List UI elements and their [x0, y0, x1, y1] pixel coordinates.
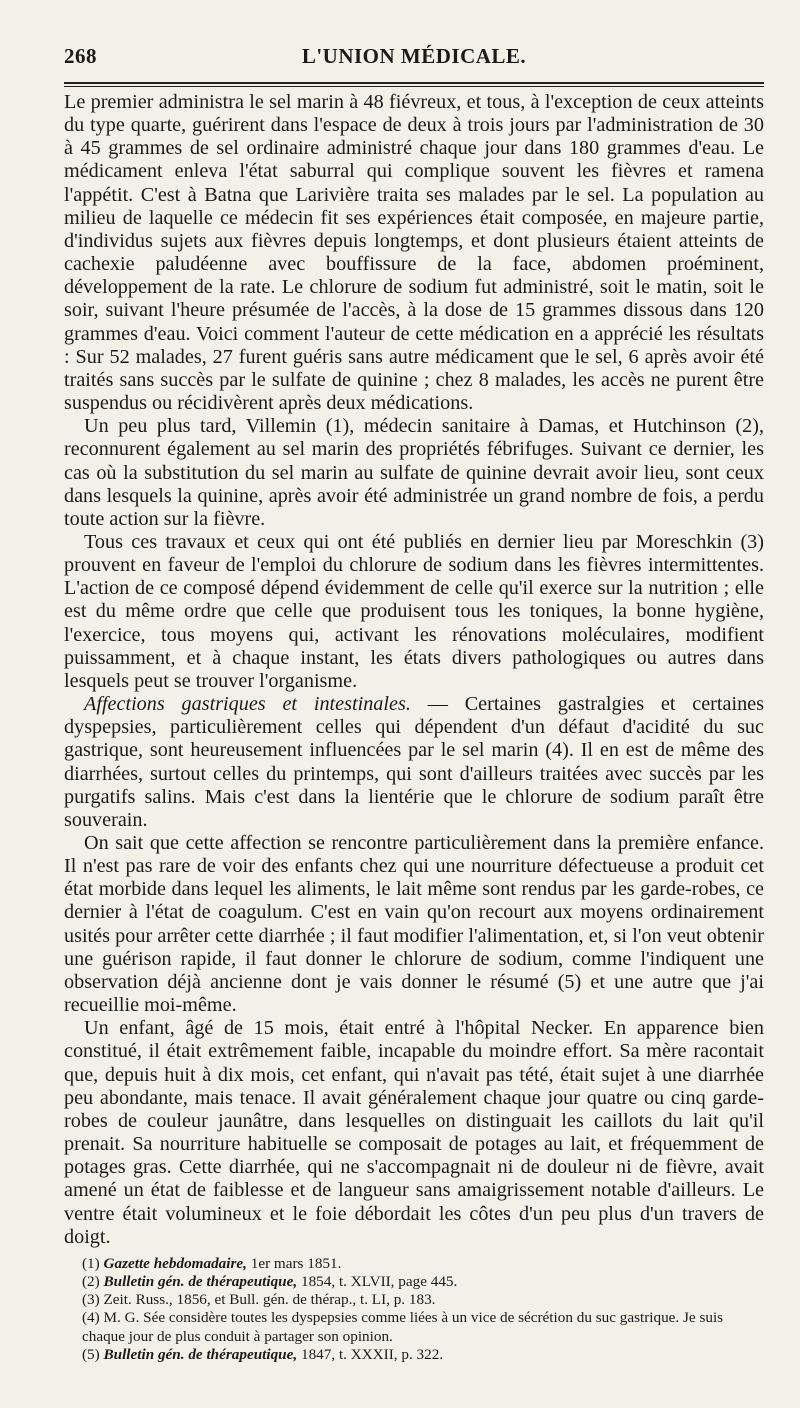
page-number: 268	[64, 44, 97, 68]
footnote-source: Bulletin gén. de thérapeutique,	[103, 1345, 298, 1363]
footnote-marker: (2)	[82, 1273, 100, 1291]
journal-title: L'UNION MÉDICALE.	[301, 44, 527, 68]
footnote-marker: (4)	[82, 1309, 100, 1327]
footnotes	[64, 1255, 764, 1364]
footnote	[64, 1291, 764, 1309]
footnote	[64, 1309, 764, 1345]
paragraph: Un enfant, âgé de 15 mois, était entré à l'hôpital Necker. En apparence bien constitué, il était extrêmement faible, incapable du moindre effort. Sa mère racontait que, depuis huit à dix mois, cet enfant, qui n'avait pas tété, était sujet à une diarrhée peu abondante, mais tenace. Il avait généralement chaque jour quatre ou cinq garde-robes de couleur jaunâtre, dans lesquelles on distinguait les caillots du lait qu'il prenait. Sa nourriture habituelle se composait de potages au lait, et fréquemment de potages gras. Cette diarrhée, qui ne s'accompagnait ni de douleur ni de fièvre, avait amené un état de faiblesse et de langueur sans amaigrissement notable d'ailleurs. Le ventre était volumineux et le foie débordait les côtes d'un peu plus d'un travers de doigt.	[64, 1017, 764, 1248]
running-header	[64, 44, 764, 74]
footnote	[64, 1255, 764, 1273]
footnote-text: 1er mars 1851.	[246, 1254, 342, 1272]
paragraph: Tous ces travaux et ceux qui ont été publiés en dernier lieu par Moreschkin (3) prouvent en faveur de l'emploi du chlorure de sodium dans les fièvres intermittentes. L'action de ce composé dépend évidemment de celle qu'il exerce sur la nutrition ; elle est du même ordre que celle que produisent tous les toniques, la bonne hygiène, l'exercice, tous moyens qui, activant les rénovations moléculaires, modifient puissamment, et à chaque instant, les états divers pathologiques ou autres dans lesquels peut se trouver l'organisme.	[64, 530, 764, 692]
footnote-marker: (5)	[82, 1345, 100, 1363]
footnote	[64, 1346, 764, 1364]
article-body	[64, 91, 764, 1249]
footnote-marker: (3)	[82, 1291, 100, 1309]
footnote-text: Zeit. Russ., 1856, et Bull. gén. de thérap., t. LI, p. 183.	[103, 1291, 436, 1309]
footnote-text: 1854, t. XLVII, page 445.	[297, 1273, 458, 1291]
footnote-marker: (1)	[82, 1254, 100, 1272]
section-text: — Certaines gastralgies et certaines dyspepsies, particulièrement celles qui dépendent d'un défaut d'acidité du suc gastrique, sont heureusement influencées par le sel marin (4). Il en est de même des diarrhées, surtout celles du printemps, qui sont d'ailleurs traitées avec succès par les purgatifs salins. Mais c'est dans la lientérie que le chlorure de sodium paraît être souverain.	[64, 693, 764, 831]
footnote	[64, 1273, 764, 1291]
paragraph: Un peu plus tard, Villemin (1), médecin sanitaire à Damas, et Hutchinson (2), reconnurent également au sel marin des propriétés fébrifuges. Suivant ce dernier, les cas où la substitution du sel marin au sulfate de quinine devrait avoir lieu, sont ceux dans lesquels la quinine, après avoir été administrée un grand nombre de fois, a perdu toute action sur la fièvre.	[64, 415, 764, 530]
section-title: Affections gastriques et intestinales.	[84, 693, 411, 716]
section-paragraph	[64, 693, 764, 832]
paragraph: Le premier administra le sel marin à 48 fiévreux, et tous, à l'exception de ceux atteints du type quarte, guérirent dans l'espace de deux à trois jours par l'administration de 30 à 45 grammes de sel ordinaire administré chaque jour dans 180 grammes d'eau. Le médicament enleva l'état saburral qui complique souvent les fièvres et ramena l'appétit. C'est à Batna que Larivière traita ses malades par le sel. La population au milieu de laquelle ce médecin fit ses expériences était composée, en majeure partie, d'individus sujets aux fièvres depuis longtemps, et dont plusieurs étaient atteints de cachexie paludéenne avec bouffissure de la face, abdomen proéminent, développement de la rate. Le chlorure de sodium fut administré, soit le matin, soit le soir, suivant l'heure présumée de l'accès, à la dose de 15 grammes dissous dans 120 grammes d'eau. Voici comment l'auteur de cette médication en a apprécié les résultats : Sur 52 malades, 27 furent guéris sans autre médicament que le sel, 6 après avoir été traités sans succès par le sulfate de quinine ; chez 8 malades, les accès ne purent être suspendus ou récidivèrent après deux médications.	[64, 91, 764, 415]
footnote-text: 1847, t. XXXII, p. 322.	[297, 1345, 444, 1363]
footnote-source: Gazette hebdomadaire,	[103, 1254, 247, 1272]
footnote-source: Bulletin gén. de thérapeutique,	[103, 1273, 298, 1291]
footnote-text: M. G. Sée considère toutes les dyspepsies comme liées à un vice de sécrétion du suc gastrique. Je suis chaque jour de plus conduit à partager son opinion.	[82, 1309, 724, 1345]
header-rule	[64, 82, 764, 87]
paragraph: On sait que cette affection se rencontre particulièrement dans la première enfance. Il n'est pas rare de voir des enfants chez qui une nourriture défectueuse a produit cet état morbide dans lequel les aliments, le lait même sont rendus par les garde-robes, ce dernier à l'état de coagulum. C'est en vain qu'on recourt aux moyens ordinairement usités pour arrêter cette diarrhée ; il faut modifier l'alimentation, et, si l'on veut obtenir une guérison rapide, il faut donner le chlorure de sodium, comme l'indiquent une observation déjà ancienne dont je vais donner le résumé (5) et une autre que j'ai recueillie moi-même.	[64, 832, 764, 1017]
